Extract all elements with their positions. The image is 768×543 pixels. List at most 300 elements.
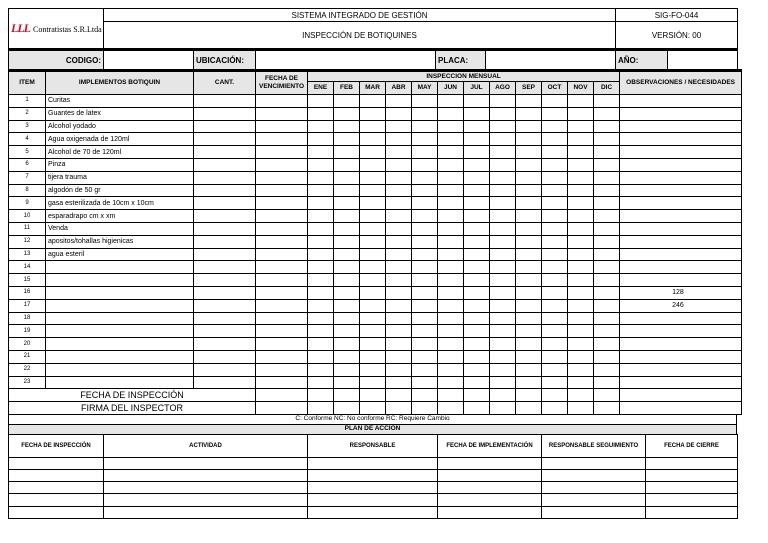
- month-check-cell[interactable]: [308, 299, 334, 312]
- quantity-cell[interactable]: [194, 171, 256, 184]
- month-check-cell[interactable]: [334, 261, 360, 274]
- month-check-cell[interactable]: [334, 338, 360, 351]
- month-check-cell[interactable]: [360, 171, 386, 184]
- month-check-cell[interactable]: [594, 261, 620, 274]
- month-check-cell[interactable]: [438, 184, 464, 197]
- month-check-cell[interactable]: [594, 222, 620, 235]
- month-check-cell[interactable]: [464, 274, 490, 287]
- item-name[interactable]: Curitas: [46, 95, 194, 108]
- month-check-cell[interactable]: [386, 95, 412, 108]
- month-check-cell[interactable]: [412, 325, 438, 338]
- month-check-cell[interactable]: [542, 248, 568, 261]
- month-check-cell[interactable]: [568, 197, 594, 210]
- month-check-cell[interactable]: [412, 286, 438, 299]
- month-check-cell[interactable]: [438, 350, 464, 363]
- plan-cell[interactable]: [646, 470, 738, 482]
- plan-cell[interactable]: [542, 457, 646, 469]
- month-check-cell[interactable]: [490, 184, 516, 197]
- observation-cell[interactable]: [620, 350, 742, 363]
- plan-cell[interactable]: [438, 470, 542, 482]
- month-check-cell[interactable]: [360, 210, 386, 223]
- item-name[interactable]: [46, 312, 194, 325]
- expiry-date-cell[interactable]: [256, 376, 308, 389]
- plan-cell[interactable]: [438, 482, 542, 494]
- item-name[interactable]: [46, 299, 194, 312]
- month-check-cell[interactable]: [360, 274, 386, 287]
- month-check-cell[interactable]: [568, 338, 594, 351]
- month-check-cell[interactable]: [464, 107, 490, 120]
- cell[interactable]: [256, 389, 308, 402]
- month-check-cell[interactable]: [308, 248, 334, 261]
- month-check-cell[interactable]: [438, 261, 464, 274]
- month-check-cell[interactable]: [412, 274, 438, 287]
- month-check-cell[interactable]: [516, 350, 542, 363]
- month-check-cell[interactable]: [308, 133, 334, 146]
- plan-cell[interactable]: [646, 506, 738, 518]
- month-check-cell[interactable]: [490, 120, 516, 133]
- quantity-cell[interactable]: [194, 286, 256, 299]
- month-check-cell[interactable]: [568, 95, 594, 108]
- month-check-cell[interactable]: [360, 325, 386, 338]
- month-check-cell[interactable]: [438, 312, 464, 325]
- quantity-cell[interactable]: [194, 184, 256, 197]
- month-check-cell[interactable]: [464, 146, 490, 159]
- month-check-cell[interactable]: [308, 350, 334, 363]
- item-name[interactable]: algodón de 50 gr: [46, 184, 194, 197]
- cell[interactable]: [412, 389, 438, 402]
- observation-cell[interactable]: [620, 338, 742, 351]
- quantity-cell[interactable]: [194, 235, 256, 248]
- month-check-cell[interactable]: [360, 338, 386, 351]
- codigo-field[interactable]: [104, 50, 194, 70]
- month-check-cell[interactable]: [412, 120, 438, 133]
- month-check-cell[interactable]: [568, 133, 594, 146]
- month-check-cell[interactable]: [542, 363, 568, 376]
- month-check-cell[interactable]: [412, 350, 438, 363]
- month-check-cell[interactable]: [308, 184, 334, 197]
- month-check-cell[interactable]: [438, 146, 464, 159]
- cell[interactable]: [568, 389, 594, 402]
- item-name[interactable]: [46, 286, 194, 299]
- month-check-cell[interactable]: [568, 171, 594, 184]
- month-check-cell[interactable]: [542, 376, 568, 389]
- month-check-cell[interactable]: [386, 133, 412, 146]
- month-check-cell[interactable]: [490, 248, 516, 261]
- month-check-cell[interactable]: [464, 184, 490, 197]
- item-name[interactable]: esparadrapo cm x xm: [46, 210, 194, 223]
- month-check-cell[interactable]: [568, 274, 594, 287]
- month-check-cell[interactable]: [438, 235, 464, 248]
- month-check-cell[interactable]: [334, 184, 360, 197]
- month-check-cell[interactable]: [490, 107, 516, 120]
- month-check-cell[interactable]: [568, 248, 594, 261]
- cell[interactable]: [620, 389, 742, 402]
- plan-cell[interactable]: [542, 506, 646, 518]
- quantity-cell[interactable]: [194, 376, 256, 389]
- month-check-cell[interactable]: [438, 363, 464, 376]
- month-check-cell[interactable]: [438, 210, 464, 223]
- month-check-cell[interactable]: [438, 95, 464, 108]
- plan-cell[interactable]: [646, 494, 738, 506]
- month-check-cell[interactable]: [360, 376, 386, 389]
- month-check-cell[interactable]: [490, 222, 516, 235]
- month-check-cell[interactable]: [438, 120, 464, 133]
- month-check-cell[interactable]: [464, 235, 490, 248]
- month-check-cell[interactable]: [542, 338, 568, 351]
- plan-cell[interactable]: [438, 494, 542, 506]
- month-check-cell[interactable]: [360, 107, 386, 120]
- plan-cell[interactable]: [542, 482, 646, 494]
- plan-cell[interactable]: [104, 457, 308, 469]
- cell[interactable]: [464, 402, 490, 415]
- month-check-cell[interactable]: [386, 312, 412, 325]
- month-check-cell[interactable]: [464, 95, 490, 108]
- quantity-cell[interactable]: [194, 350, 256, 363]
- cell[interactable]: [438, 402, 464, 415]
- month-check-cell[interactable]: [412, 376, 438, 389]
- month-check-cell[interactable]: [360, 133, 386, 146]
- month-check-cell[interactable]: [412, 184, 438, 197]
- expiry-date-cell[interactable]: [256, 325, 308, 338]
- month-check-cell[interactable]: [334, 210, 360, 223]
- month-check-cell[interactable]: [412, 312, 438, 325]
- month-check-cell[interactable]: [464, 133, 490, 146]
- plan-cell[interactable]: [646, 457, 738, 469]
- month-check-cell[interactable]: [412, 338, 438, 351]
- month-check-cell[interactable]: [464, 312, 490, 325]
- month-check-cell[interactable]: [308, 210, 334, 223]
- observation-cell[interactable]: 128: [620, 286, 742, 299]
- month-check-cell[interactable]: [334, 95, 360, 108]
- cell[interactable]: [594, 389, 620, 402]
- month-check-cell[interactable]: [334, 350, 360, 363]
- month-check-cell[interactable]: [438, 286, 464, 299]
- expiry-date-cell[interactable]: [256, 95, 308, 108]
- month-check-cell[interactable]: [542, 222, 568, 235]
- month-check-cell[interactable]: [386, 171, 412, 184]
- month-check-cell[interactable]: [412, 248, 438, 261]
- month-check-cell[interactable]: [594, 95, 620, 108]
- month-check-cell[interactable]: [516, 376, 542, 389]
- month-check-cell[interactable]: [594, 184, 620, 197]
- observation-cell[interactable]: [620, 95, 742, 108]
- month-check-cell[interactable]: [542, 158, 568, 171]
- month-check-cell[interactable]: [568, 261, 594, 274]
- month-check-cell[interactable]: [360, 197, 386, 210]
- month-check-cell[interactable]: [360, 120, 386, 133]
- cell[interactable]: [386, 402, 412, 415]
- observation-cell[interactable]: [620, 261, 742, 274]
- month-check-cell[interactable]: [464, 171, 490, 184]
- month-check-cell[interactable]: [568, 286, 594, 299]
- month-check-cell[interactable]: [308, 376, 334, 389]
- month-check-cell[interactable]: [308, 95, 334, 108]
- month-check-cell[interactable]: [464, 325, 490, 338]
- plan-cell[interactable]: [9, 482, 104, 494]
- plan-cell[interactable]: [9, 457, 104, 469]
- quantity-cell[interactable]: [194, 158, 256, 171]
- month-check-cell[interactable]: [386, 299, 412, 312]
- anio-field[interactable]: [668, 50, 738, 70]
- month-check-cell[interactable]: [308, 312, 334, 325]
- month-check-cell[interactable]: [464, 350, 490, 363]
- month-check-cell[interactable]: [542, 184, 568, 197]
- month-check-cell[interactable]: [594, 146, 620, 159]
- quantity-cell[interactable]: [194, 107, 256, 120]
- expiry-date-cell[interactable]: [256, 120, 308, 133]
- cell[interactable]: [386, 389, 412, 402]
- item-name[interactable]: Guantes de latex: [46, 107, 194, 120]
- observation-cell[interactable]: [620, 222, 742, 235]
- month-check-cell[interactable]: [438, 107, 464, 120]
- plan-cell[interactable]: [104, 494, 308, 506]
- month-check-cell[interactable]: [594, 235, 620, 248]
- month-check-cell[interactable]: [308, 197, 334, 210]
- month-check-cell[interactable]: [308, 107, 334, 120]
- month-check-cell[interactable]: [516, 248, 542, 261]
- ubicacion-field[interactable]: [256, 50, 436, 70]
- month-check-cell[interactable]: [542, 146, 568, 159]
- expiry-date-cell[interactable]: [256, 222, 308, 235]
- cell[interactable]: [412, 402, 438, 415]
- month-check-cell[interactable]: [568, 363, 594, 376]
- month-check-cell[interactable]: [334, 146, 360, 159]
- month-check-cell[interactable]: [438, 158, 464, 171]
- observation-cell[interactable]: [620, 146, 742, 159]
- expiry-date-cell[interactable]: [256, 363, 308, 376]
- plan-cell[interactable]: [542, 494, 646, 506]
- cell[interactable]: [308, 402, 334, 415]
- month-check-cell[interactable]: [412, 107, 438, 120]
- month-check-cell[interactable]: [386, 210, 412, 223]
- plan-cell[interactable]: [104, 470, 308, 482]
- month-check-cell[interactable]: [490, 133, 516, 146]
- month-check-cell[interactable]: [516, 274, 542, 287]
- month-check-cell[interactable]: [542, 299, 568, 312]
- month-check-cell[interactable]: [334, 158, 360, 171]
- month-check-cell[interactable]: [386, 120, 412, 133]
- month-check-cell[interactable]: [308, 158, 334, 171]
- month-check-cell[interactable]: [490, 146, 516, 159]
- month-check-cell[interactable]: [464, 222, 490, 235]
- month-check-cell[interactable]: [594, 376, 620, 389]
- month-check-cell[interactable]: [334, 274, 360, 287]
- month-check-cell[interactable]: [594, 120, 620, 133]
- expiry-date-cell[interactable]: [256, 158, 308, 171]
- cell[interactable]: [256, 402, 308, 415]
- month-check-cell[interactable]: [412, 197, 438, 210]
- month-check-cell[interactable]: [516, 235, 542, 248]
- month-check-cell[interactable]: [308, 120, 334, 133]
- month-check-cell[interactable]: [516, 338, 542, 351]
- month-check-cell[interactable]: [308, 325, 334, 338]
- expiry-date-cell[interactable]: [256, 210, 308, 223]
- quantity-cell[interactable]: [194, 146, 256, 159]
- cell[interactable]: [568, 402, 594, 415]
- observation-cell[interactable]: [620, 107, 742, 120]
- month-check-cell[interactable]: [334, 222, 360, 235]
- month-check-cell[interactable]: [334, 325, 360, 338]
- month-check-cell[interactable]: [516, 133, 542, 146]
- plan-cell[interactable]: [104, 506, 308, 518]
- month-check-cell[interactable]: [308, 338, 334, 351]
- month-check-cell[interactable]: [490, 210, 516, 223]
- plan-cell[interactable]: [308, 482, 438, 494]
- item-name[interactable]: [46, 376, 194, 389]
- cell[interactable]: [308, 389, 334, 402]
- month-check-cell[interactable]: [308, 286, 334, 299]
- month-check-cell[interactable]: [542, 197, 568, 210]
- expiry-date-cell[interactable]: [256, 274, 308, 287]
- expiry-date-cell[interactable]: [256, 286, 308, 299]
- month-check-cell[interactable]: [386, 363, 412, 376]
- observation-cell[interactable]: [620, 325, 742, 338]
- month-check-cell[interactable]: [464, 158, 490, 171]
- month-check-cell[interactable]: [490, 286, 516, 299]
- month-check-cell[interactable]: [438, 338, 464, 351]
- month-check-cell[interactable]: [386, 107, 412, 120]
- month-check-cell[interactable]: [594, 274, 620, 287]
- month-check-cell[interactable]: [308, 146, 334, 159]
- month-check-cell[interactable]: [594, 158, 620, 171]
- month-check-cell[interactable]: [464, 363, 490, 376]
- month-check-cell[interactable]: [568, 120, 594, 133]
- month-check-cell[interactable]: [542, 171, 568, 184]
- month-check-cell[interactable]: [568, 146, 594, 159]
- quantity-cell[interactable]: [194, 95, 256, 108]
- item-name[interactable]: [46, 274, 194, 287]
- month-check-cell[interactable]: [360, 248, 386, 261]
- expiry-date-cell[interactable]: [256, 261, 308, 274]
- month-check-cell[interactable]: [542, 210, 568, 223]
- month-check-cell[interactable]: [594, 350, 620, 363]
- cell[interactable]: [542, 389, 568, 402]
- observation-cell[interactable]: [620, 120, 742, 133]
- month-check-cell[interactable]: [464, 197, 490, 210]
- cell[interactable]: [490, 402, 516, 415]
- cell[interactable]: [360, 389, 386, 402]
- month-check-cell[interactable]: [360, 146, 386, 159]
- month-check-cell[interactable]: [386, 248, 412, 261]
- month-check-cell[interactable]: [334, 376, 360, 389]
- month-check-cell[interactable]: [490, 261, 516, 274]
- month-check-cell[interactable]: [334, 171, 360, 184]
- month-check-cell[interactable]: [568, 107, 594, 120]
- month-check-cell[interactable]: [542, 325, 568, 338]
- month-check-cell[interactable]: [334, 197, 360, 210]
- month-check-cell[interactable]: [386, 222, 412, 235]
- month-check-cell[interactable]: [490, 350, 516, 363]
- observation-cell[interactable]: [620, 133, 742, 146]
- item-name[interactable]: apositos/tohallas higienicas: [46, 235, 194, 248]
- month-check-cell[interactable]: [308, 363, 334, 376]
- month-check-cell[interactable]: [386, 158, 412, 171]
- month-check-cell[interactable]: [334, 286, 360, 299]
- month-check-cell[interactable]: [542, 261, 568, 274]
- month-check-cell[interactable]: [334, 133, 360, 146]
- month-check-cell[interactable]: [542, 312, 568, 325]
- month-check-cell[interactable]: [334, 363, 360, 376]
- month-check-cell[interactable]: [386, 286, 412, 299]
- cell[interactable]: [360, 402, 386, 415]
- observation-cell[interactable]: [620, 235, 742, 248]
- cell[interactable]: [438, 389, 464, 402]
- month-check-cell[interactable]: [386, 274, 412, 287]
- month-check-cell[interactable]: [542, 350, 568, 363]
- month-check-cell[interactable]: [308, 274, 334, 287]
- month-check-cell[interactable]: [490, 274, 516, 287]
- month-check-cell[interactable]: [542, 286, 568, 299]
- item-name[interactable]: Pinza: [46, 158, 194, 171]
- month-check-cell[interactable]: [386, 146, 412, 159]
- plan-cell[interactable]: [438, 506, 542, 518]
- quantity-cell[interactable]: [194, 133, 256, 146]
- plan-cell[interactable]: [9, 506, 104, 518]
- item-name[interactable]: tijera trauma: [46, 171, 194, 184]
- month-check-cell[interactable]: [594, 171, 620, 184]
- cell[interactable]: [516, 389, 542, 402]
- item-name[interactable]: [46, 261, 194, 274]
- plan-cell[interactable]: [308, 457, 438, 469]
- item-name[interactable]: Agua oxigenada de 120ml: [46, 133, 194, 146]
- month-check-cell[interactable]: [308, 235, 334, 248]
- month-check-cell[interactable]: [412, 299, 438, 312]
- cell[interactable]: [620, 402, 742, 415]
- observation-cell[interactable]: [620, 197, 742, 210]
- observation-cell[interactable]: [620, 274, 742, 287]
- expiry-date-cell[interactable]: [256, 299, 308, 312]
- month-check-cell[interactable]: [594, 133, 620, 146]
- month-check-cell[interactable]: [516, 222, 542, 235]
- quantity-cell[interactable]: [194, 299, 256, 312]
- month-check-cell[interactable]: [360, 261, 386, 274]
- observation-cell[interactable]: [620, 312, 742, 325]
- expiry-date-cell[interactable]: [256, 235, 308, 248]
- month-check-cell[interactable]: [490, 312, 516, 325]
- quantity-cell[interactable]: [194, 120, 256, 133]
- month-check-cell[interactable]: [490, 363, 516, 376]
- month-check-cell[interactable]: [594, 107, 620, 120]
- observation-cell[interactable]: [620, 171, 742, 184]
- item-name[interactable]: [46, 350, 194, 363]
- month-check-cell[interactable]: [438, 325, 464, 338]
- cell[interactable]: [334, 389, 360, 402]
- month-check-cell[interactable]: [464, 376, 490, 389]
- observation-cell[interactable]: [620, 158, 742, 171]
- quantity-cell[interactable]: [194, 312, 256, 325]
- month-check-cell[interactable]: [568, 184, 594, 197]
- month-check-cell[interactable]: [542, 133, 568, 146]
- cell[interactable]: [594, 402, 620, 415]
- month-check-cell[interactable]: [464, 261, 490, 274]
- month-check-cell[interactable]: [490, 171, 516, 184]
- month-check-cell[interactable]: [438, 376, 464, 389]
- month-check-cell[interactable]: [386, 184, 412, 197]
- month-check-cell[interactable]: [464, 248, 490, 261]
- month-check-cell[interactable]: [438, 222, 464, 235]
- month-check-cell[interactable]: [412, 171, 438, 184]
- month-check-cell[interactable]: [568, 158, 594, 171]
- month-check-cell[interactable]: [516, 120, 542, 133]
- item-name[interactable]: Alcohol yodado: [46, 120, 194, 133]
- month-check-cell[interactable]: [334, 107, 360, 120]
- month-check-cell[interactable]: [594, 363, 620, 376]
- observation-cell[interactable]: [620, 184, 742, 197]
- expiry-date-cell[interactable]: [256, 312, 308, 325]
- month-check-cell[interactable]: [516, 312, 542, 325]
- quantity-cell[interactable]: [194, 248, 256, 261]
- month-check-cell[interactable]: [334, 235, 360, 248]
